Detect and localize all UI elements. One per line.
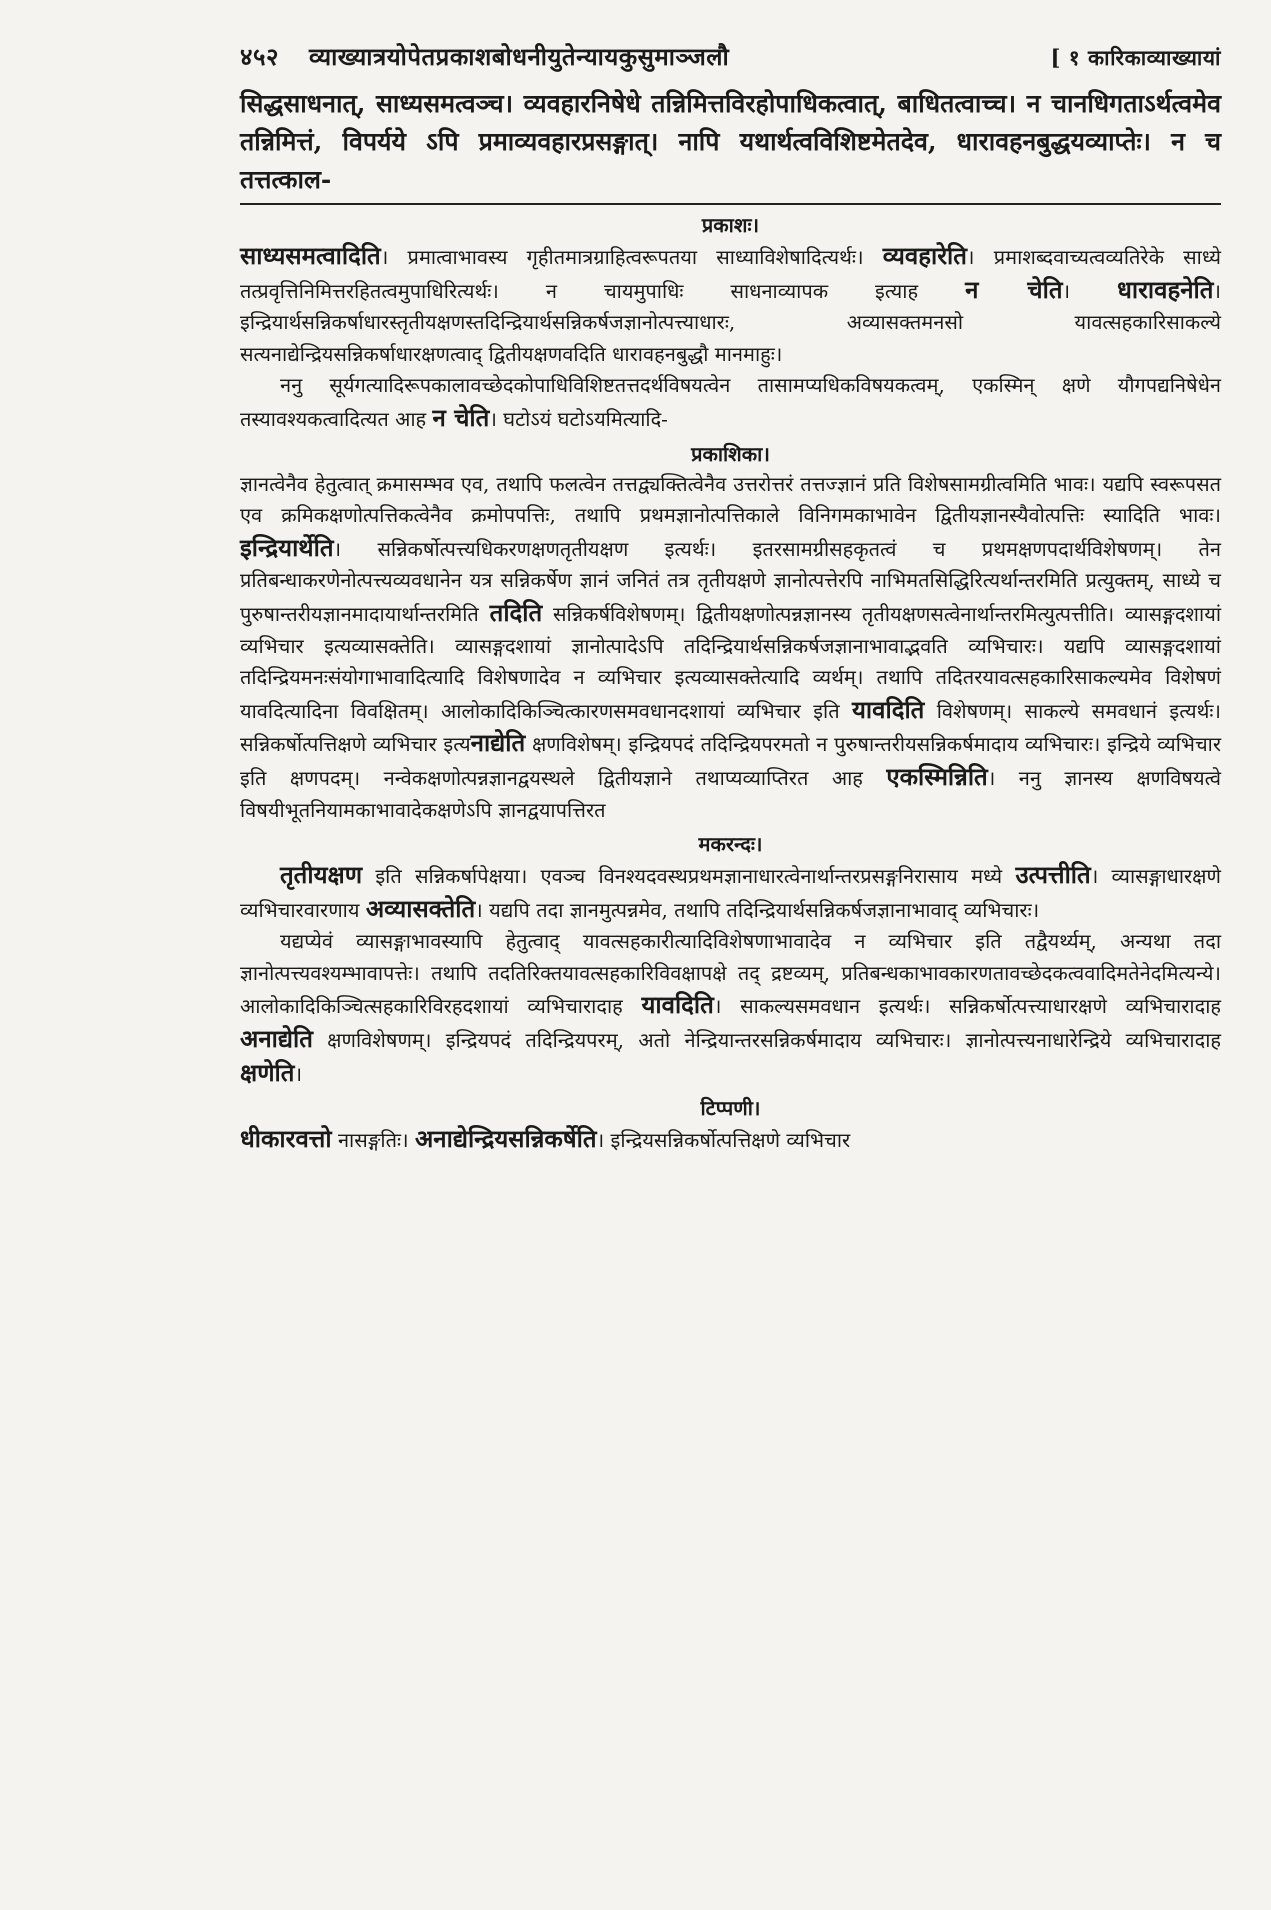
lemma: धारावहनेति xyxy=(1117,274,1214,304)
commentary-paragraph xyxy=(240,240,1221,370)
commentary-text: यद्यप्येवं व्यासङ्गाभावस्यापि हेतुत्वाद् यावत्सहकारीत्यादिविशेषणाभावादेव न व्यभिचार इति तद्वैयर्थ्यम्, अन्यथा तदा ज्ञानोत्पत्त्यवश्यम्भावापत्तेः। तथापि तदतिरिक्तयावत्सहकारिविवक्षापक्षे तद् द्रष्टव्यम्, प्रतिबन्धकाभावकारणतावच्छेदकत्ववादिमतेनेदमित्यन्ये। आलोकादिकिञ्चित्सहकारिविरहदशायां व्यभिचारादाह xyxy=(240,929,1221,1019)
commentary-text: । इन्द्रियसन्निकर्षोत्पत्तिक्षणे व्यभिचार xyxy=(596,1128,851,1153)
commentary-text: । यद्यपि तदा ज्ञानमुत्पन्नमेव, तथापि तदिन्द्रियार्थसन्निकर्षजज्ञानाभावाद् व्यभिचारः। xyxy=(475,897,1040,922)
commentary-paragraph xyxy=(240,1123,1221,1157)
commentary-text: । xyxy=(1062,278,1118,303)
commentary-text: । सन्निकर्षोत्पत्त्यधिकरणक्षणतृतीयक्षण इत्यर्थः। इतरसामग्रीसहकृतत्वं च प्रथमक्षणपदार्थविशेषणम्। तेन प्रतिबन्धाकरणेनोत्पत्त्यव्यवधानेन यत्र सन्निकर्षेण ज्ञानं जनितं तत्र तृतीयक्षणे ज्ञानोत्पत्तेरपि नाभिमतसिद्धिरित्यर्थान्तरमिति प्रत्युक्तम्, साध्ये च पुरुषान्तरीयज्ञानमादायार्थान्तरमिति xyxy=(240,536,1221,626)
commentary-text: । इन्द्रियार्थसन्निकर्षाधारस्तृतीयक्षणस्तदिन्द्रियार्थसन्निकर्षजज्ञानोत्पत्त्याधारः, अव्यासक्तमनसो यावत्सहकारिसाकल्ये सत्यनाद्येन्द्रियसन्निकर्षाधारक्षणत्वाद् द्वितीयक्षणवदिति धारावहनबुद्धौ मानमाहुः। xyxy=(240,278,1222,366)
commentary-paragraph xyxy=(240,469,1221,827)
commentary-text: । व्यासङ्गाधारक्षणे व्यभिचारवारणाय xyxy=(240,864,1221,922)
commentary-text: इति सन्निकर्षापेक्षया। एवञ्च विनश्यदवस्थप्रथमज्ञानाधारत्वेनार्थान्तरप्रसङ्गनिरासाय मध्ये xyxy=(362,864,1016,889)
commentary-sections xyxy=(240,211,1221,1157)
commentary-text: । घटोऽयं घटोऽयमित्यादि- xyxy=(489,406,668,431)
lemma: यावदिति xyxy=(641,990,714,1020)
commentary-text: क्षणविशेषणम्। इन्द्रियपदं तदिन्द्रियपरम्, अतो नेन्द्रियान्तरसन्निकर्षमादाय व्यभिचारः। ज्ञानोत्पत्त्यनाधारेन्द्रिये व्यभिचारादाह xyxy=(312,1028,1221,1053)
lemma: क्षणेति xyxy=(240,1057,295,1087)
commentary-section xyxy=(240,830,1221,1090)
commentary-text: । xyxy=(294,1061,303,1086)
lemma: न चेति xyxy=(432,402,490,432)
running-header xyxy=(240,40,1221,79)
lemma: तदिति xyxy=(489,597,543,627)
commentary-paragraph xyxy=(240,926,1221,1090)
lemma: व्यवहारेति xyxy=(882,241,967,270)
commentary-section xyxy=(240,1094,1221,1157)
section-reference: [ १ कारिकाव्याख्यायां xyxy=(1050,45,1221,70)
section-title: मकरन्दः। xyxy=(698,832,763,857)
book-title: व्याख्यात्रयोपेतप्रकाशबोधनीयुतेन्यायकुसुमाञ्जलौ xyxy=(308,42,730,71)
lemma: इन्द्रियार्थेति xyxy=(240,532,334,562)
page-number: ४५२ xyxy=(240,42,279,71)
lemma: उत्पत्तीति xyxy=(1015,860,1091,890)
commentary-section xyxy=(240,440,1221,827)
divider-rule xyxy=(240,203,1221,205)
commentary-text: नासङ्गतिः। xyxy=(331,1128,415,1153)
lemma: अनाद्येति xyxy=(240,1024,313,1054)
section-title: प्रकाशः। xyxy=(701,213,760,237)
commentary-text: । ननु ज्ञानस्य क्षणविषयत्वे विषयीभूतनियामकाभावादेकक्षणेऽपि ज्ञानद्वयापत्तिरत xyxy=(240,765,1221,822)
lemma: धीकारवत्तो xyxy=(240,1124,332,1154)
commentary-text: ज्ञानत्वेनैव हेतुत्वात् क्रमासम्भव एव, तथापि फलत्वेन तत्तद्व्यक्तित्वेनैव उत्तरोत्तरं तत्तज्ज्ञानं प्रति विशेषसामग्रीत्वमिति भावः। यद्यपि स्वरूपसत एव क्रमिकक्षणोत्पत्तिकत्वेनैव क्रमोपपत्तिः, तथापि प्रथमज्ञानोत्पत्तिकाले विनिगमकाभावेन द्वितीयज्ञानस्यैवोत्पत्तिः स्यादिति भावः। xyxy=(240,471,1221,528)
commentary-text: । प्रमाशब्दवाच्यत्वव्यतिरेके साध्ये तत्प्रवृत्तिनिमित्तरहितत्वमुपाधिरित्यर्थः। न चायमुपाधिः साधनाव्यापक इत्याह xyxy=(240,245,1221,303)
root-text: सिद्धसाधनात्, साध्यसमत्वञ्च। व्यवहारनिषेधे तन्निमित्तविरहोपाधिकत्वात्, बाधितत्वाच्च। न चानधिगताऽर्थत्वमेव तन्निमित्तं, विपर्यये ऽपि प्रमाव्यवहारप्रसङ्गात्। नापि यथार्थत्वविशिष्टमेतदेव, धारावहनबुद्धयव्याप्तेः। न च तत्तत्काल- xyxy=(240,89,1221,194)
lemma: अव्यासक्तेति xyxy=(365,893,476,923)
lemma: नाद्येति xyxy=(470,728,526,758)
commentary-text: । साकल्यसमवधान इत्यर्थः। सन्निकर्षोत्पत्त्याधारक्षणे व्यभिचारादाह xyxy=(713,994,1221,1019)
commentary-text: क्षणविशेषम्। इन्द्रियपदं तदिन्द्रियपरमतो न पुरुषान्तरीयसन्निकर्षमादाय व्यभिचारः। इन्द्रिये व्यभिचार इति क्षणपदम्। नन्वेकक्षणोत्पन्नज्ञानद्वयस्थले द्वितीयज्ञाने तथाप्यव्याप्तिरत आह xyxy=(240,732,1222,790)
commentary-paragraph xyxy=(240,859,1221,926)
lemma: न चेति xyxy=(965,274,1063,304)
section-title: टिप्पणी। xyxy=(700,1096,761,1121)
lemma: एकस्मिन्निति xyxy=(886,761,988,791)
lemma: यावदिति xyxy=(852,694,925,724)
lemma: साध्यसमत्वादिति xyxy=(240,241,381,270)
commentary-text: । प्रमात्वाभावस्य गृहीतमात्रग्राहित्वरूपतया साध्याविशेषादित्यर्थः। xyxy=(380,245,883,269)
lemma: तृतीयक्षण xyxy=(280,860,363,890)
commentary-text: विशेषणम्। साकल्ये समवधानं इत्यर्थः। सन्निकर्षोत्पत्तिक्षणे व्यभिचार इत्य xyxy=(240,698,1221,757)
commentary-text: ननु सूर्यगत्यादिरूपकालावच्छेदकोपाधिविशिष्टतत्तदर्थविषयत्वेन तासामप्यधिकविषयकत्वम्, एकस्मिन् क्षणे यौगपद्यनिषेधेन तस्यावश्यकत्वादित्यत आह xyxy=(240,373,1221,431)
commentary-text: सन्निकर्षविशेषणम्। द्वितीयक्षणोत्पन्नज्ञानस्य तृतीयक्षणसत्वेनार्थान्तरमित्युत्पत्तीति। व्यासङ्गदशायां व्यभिचार इत्यव्यासक्तेति। व्यासङ्गदशायां ज्ञानोत्पादेऽपि तदिन्द्रियार्थसन्निकर्षजज्ञानाभावाद्भवति व्यभिचारः। यद्यपि व्यासङ्गदशायां तदिन्द्रियमनःसंयोगाभावादित्यादि विशेषणादेव न व्यभिचार इत्यव्यासक्तेत्यादि व्यर्थम्। तथापि तदितरयावत्सहकारिसाकल्यमेव विशेषणं यावदित्यादिना विवक्षितम्। आलोकादिकिञ्चित्कारणसमवधानदशायां व्यभिचार इति xyxy=(240,601,1221,723)
lemma: अनाद्येन्द्रियसन्निकर्षेति xyxy=(414,1124,597,1154)
commentary-paragraph xyxy=(240,370,1221,435)
section-title: प्रकाशिका। xyxy=(691,441,770,466)
commentary-section xyxy=(240,211,1221,436)
